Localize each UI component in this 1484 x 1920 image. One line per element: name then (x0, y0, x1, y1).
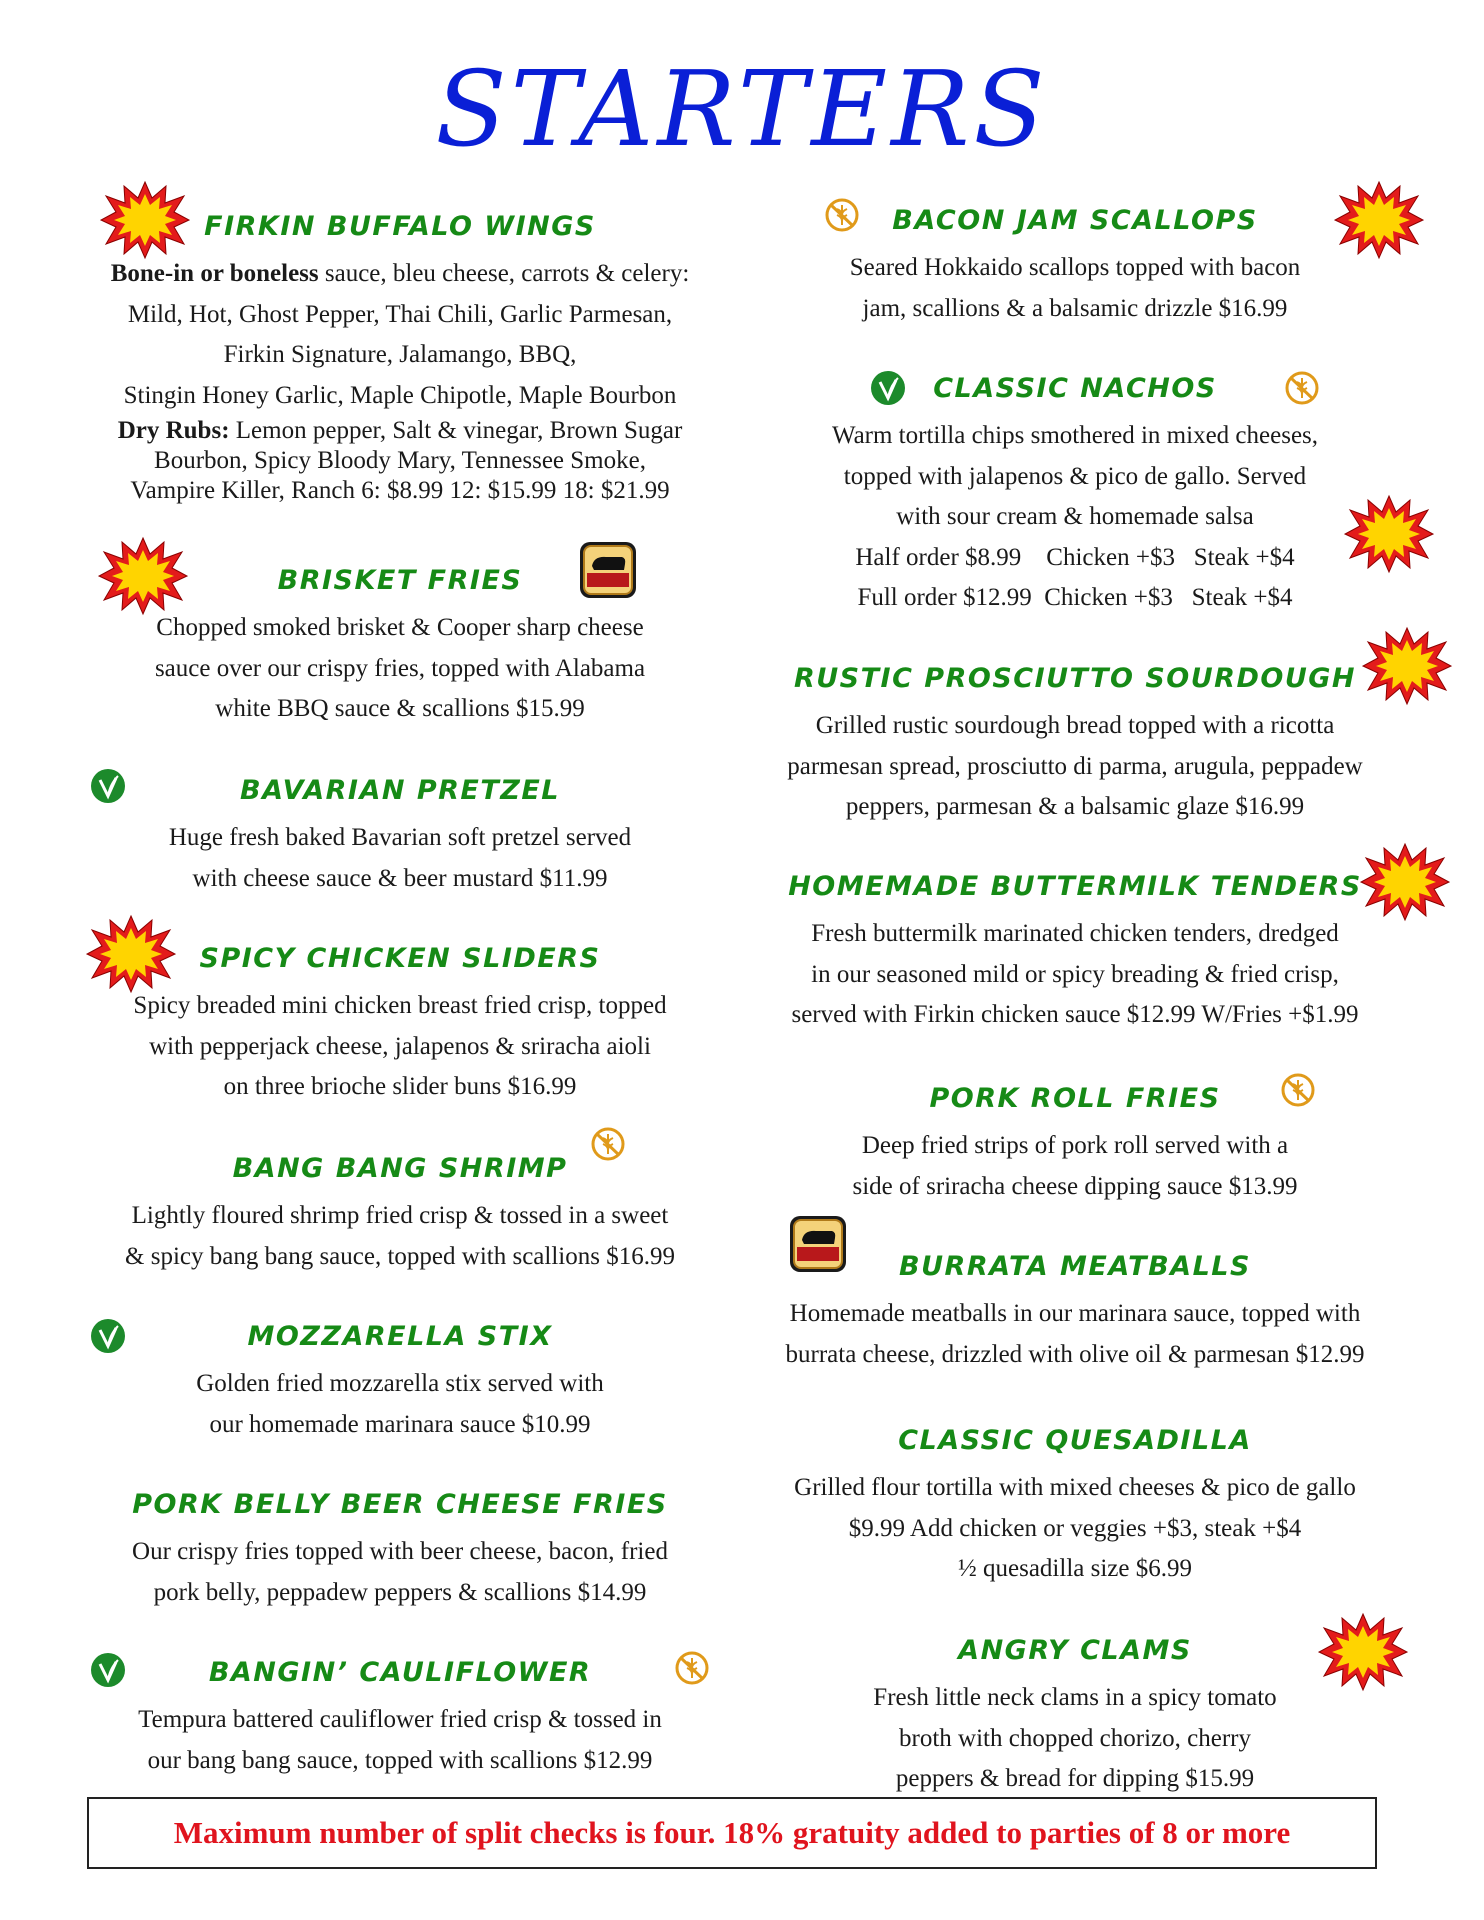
menu-item-mozzarella-stix (90, 1318, 710, 1445)
new-badge-icon (1318, 1612, 1408, 1692)
item-description: Chopped smoked brisket & Cooper sharp cheese sauce over our crispy fries, topped with Alabama white BBQ sauce & scallions $15.99 (154, 614, 646, 722)
item-description: Our crispy fries topped with beer cheese, bacon, fried pork belly, peppadew peppers & scallions $14.99 (132, 1538, 668, 1606)
item-name: PORK ROLL FRIES (929, 1083, 1221, 1114)
item-description: Seared Hokkaido scallops topped with bacon jam, scallions & a balsamic drizzle $16.99 (849, 254, 1301, 322)
new-badge-icon (100, 180, 190, 260)
item-name: BANG BANG SHRIMP (232, 1153, 568, 1184)
item-description: Huge fresh baked Bavarian soft pretzel served with cheese sauce & beer mustard $11.99 (168, 824, 632, 892)
item-description: Grilled rustic sourdough bread topped with a ricotta parmesan spread, prosciutto di parma, arugula, peppadew peppers, parmesan & a balsamic glaze $16.99 (787, 712, 1363, 820)
menu-item-spicy-chicken-sliders (90, 940, 710, 1108)
item-name: CLASSIC NACHOS (933, 373, 1217, 404)
item-description: Deep fried strips of pork roll served with a side of sriracha cheese dipping sauce $13.99 (852, 1132, 1298, 1200)
certified-angus-beef-icon (788, 1214, 848, 1274)
menu-item-rustic-prosciutto-sourdough (760, 660, 1390, 828)
item-name: CLASSIC QUESADILLA (898, 1425, 1252, 1456)
item-description: Fresh little neck clams in a spicy tomato broth with chopped chorizo, cherry peppers & bread for dipping $15.99 (873, 1684, 1277, 1792)
new-badge-icon (1360, 842, 1450, 922)
new-badge-icon (98, 536, 188, 616)
menu-item-homemade-buttermilk-tenders (760, 868, 1390, 1036)
item-name: FIRKIN BUFFALO WINGS (204, 211, 596, 242)
new-badge-icon (1362, 626, 1452, 706)
vegetarian-icon (86, 1306, 130, 1356)
item-description: Tempura battered cauliflower fried crisp & tossed in our bang bang sauce, topped with scallions $12.99 (138, 1706, 662, 1774)
split-checks-notice: Maximum number of split checks is four. 18% gratuity added to parties of 8 or more (87, 1797, 1377, 1869)
menu-item-bangin-cauliflower (90, 1654, 710, 1781)
item-name: PORK BELLY BEER CHEESE FRIES (132, 1489, 668, 1520)
item-name: BAVARIAN PRETZEL (240, 775, 560, 806)
item-description: Homemade meatballs in our marinara sauce, topped with burrata cheese, drizzled with olive oil & parmesan $12.99 (785, 1300, 1365, 1368)
item-name: BURRATA MEATBALLS (899, 1251, 1251, 1282)
new-badge-icon (1334, 180, 1424, 260)
gluten-free-icon (1282, 370, 1322, 410)
vegetarian-icon (86, 756, 130, 806)
gluten-free-icon (822, 197, 862, 237)
gluten-free-icon (672, 1650, 712, 1690)
item-name: ANGRY CLAMS (958, 1635, 1192, 1666)
item-description: Spicy breaded mini chicken breast fried crisp, topped with pepperjack cheese, jalapenos & sriracha aioli on three brioche slider buns $16.99 (133, 992, 667, 1100)
item-name: MOZZARELLA STIX (247, 1321, 553, 1352)
item-name: BANGIN’ CAULIFLOWER (208, 1657, 592, 1688)
item-description: Warm tortilla chips smothered in mixed cheeses, topped with jalapenos & pico de gallo. Served with sour cream & homemade salsa Half order $8.99 Chicken +$3 Steak +$4 Full order $12.99 Chicken +$3 Steak +$4 (831, 422, 1319, 611)
certified-angus-beef-icon (578, 540, 638, 600)
item-name: BACON JAM SCALLOPS (892, 205, 1258, 236)
item-name: SPICY CHICKEN SLIDERS (199, 943, 601, 974)
menu-item-classic-quesadilla (760, 1422, 1390, 1590)
new-badge-icon (86, 914, 176, 994)
item-description: Golden fried mozzarella stix served with our homemade marinara sauce $10.99 (196, 1370, 604, 1438)
item-description-dry-rubs: Dry Rubs: Lemon pepper, Salt & vinegar, Brown Sugar Bourbon, Spicy Bloody Mary, Tennessee Smoke, Vampire Killer, Ranch 6: $8.99 12: $15.99 18: $21.99 (117, 417, 683, 504)
item-description: Grilled flour tortilla with mixed cheeses & pico de gallo $9.99 Add chicken or veggies +$3, steak +$4 ½ quesadilla size $6.99 (794, 1474, 1356, 1582)
menu-item-angry-clams (760, 1632, 1390, 1800)
gluten-free-icon (1278, 1072, 1318, 1112)
vegetarian-icon (86, 1640, 130, 1690)
item-name: HOMEMADE BUTTERMILK TENDERS (788, 871, 1362, 902)
vegetarian-icon (866, 358, 910, 408)
gluten-free-icon (588, 1126, 628, 1166)
item-description: Lightly floured shrimp fried crisp & tossed in a sweet & spicy bang bang sauce, topped with scallions $16.99 (125, 1202, 675, 1270)
menu-item-burrata-meatballs (760, 1248, 1390, 1375)
item-name: RUSTIC PROSCIUTTO SOURDOUGH (793, 663, 1357, 694)
menu-item-bavarian-pretzel (90, 772, 710, 899)
menu-item-pork-belly-beer-cheese-fries (90, 1486, 710, 1613)
new-badge-icon (1344, 494, 1434, 574)
menu-item-bang-bang-shrimp (90, 1150, 710, 1277)
item-description: Fresh buttermilk marinated chicken tenders, dredged in our seasoned mild or spicy breading & fried crisp, served with Firkin chicken sauce $12.99 W/Fries +$1.99 (791, 920, 1359, 1028)
page-title: STARTERS (435, 48, 1049, 170)
item-name: BRISKET FRIES (277, 565, 523, 596)
item-description: Bone-in or boneless sauce, bleu cheese, carrots & celery: Mild, Hot, Ghost Pepper, Thai Chili, Garlic Parmesan, Firkin Signature, Jalamango, BBQ, Stingin Honey Garlic, Maple Chipotle, Maple Bourbon (110, 260, 690, 409)
